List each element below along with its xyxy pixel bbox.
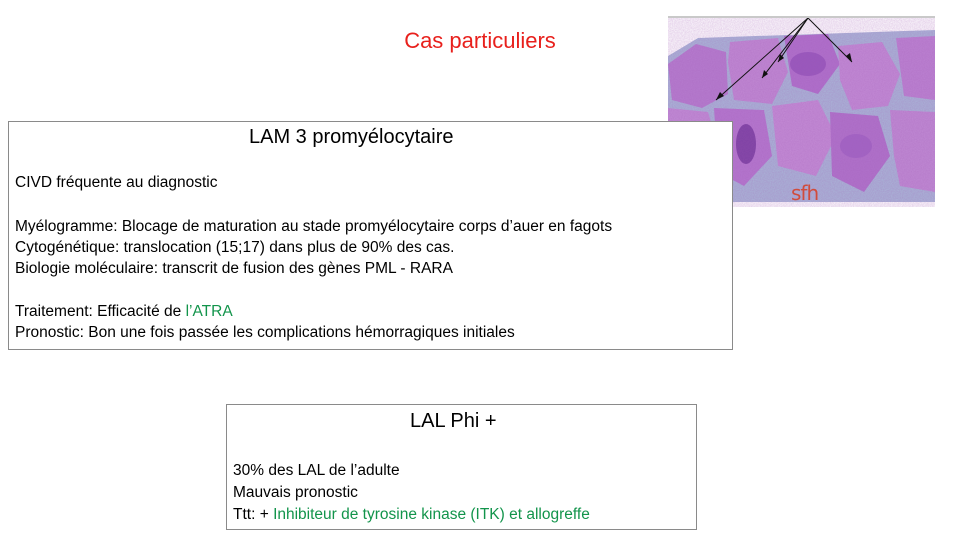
civd-line xyxy=(15,174,218,192)
lal-line-2: Mauvais pronostic xyxy=(233,484,358,501)
watermark-text: sfh xyxy=(791,181,819,205)
biologie-label: Biologie moléculaire xyxy=(15,260,154,277)
traitement-label: Traitement xyxy=(15,303,89,320)
civd-text: fréquente au diagnostic xyxy=(52,174,218,191)
myelogramme-text: : Blocage de maturation au stade promyélocytaire corps d’auer en fagots xyxy=(113,218,613,235)
slide-title: Cas particuliers xyxy=(404,28,556,53)
lam3-box xyxy=(8,121,733,350)
cytogenetique-label: Cytogénétique xyxy=(15,239,115,256)
myelogramme-label: Myélogramme xyxy=(15,218,114,235)
pronostic-line xyxy=(15,324,515,342)
itk-highlight: Inhibiteur de tyrosine kinase (ITK) et allogreffe xyxy=(273,506,590,523)
biologie-line xyxy=(15,260,453,278)
myelogramme-line xyxy=(15,218,612,236)
lal-line-3 xyxy=(233,506,590,524)
traitement-line xyxy=(15,303,233,321)
ttt-prefix: Ttt: + xyxy=(233,506,274,523)
cytogenetique-text: : translocation (15;17) dans plus de 90% des cas. xyxy=(114,239,455,256)
lal-phi-title: LAL Phi + xyxy=(410,410,497,432)
biologie-text: : transcrit de fusion des gènes PML - RARA xyxy=(153,260,453,277)
traitement-text: : Efficacité de xyxy=(88,303,186,320)
atra-highlight: l’ATRA xyxy=(185,303,233,320)
lal-line-1: 30% des LAL de l’adulte xyxy=(233,462,400,479)
cytogenetique-line xyxy=(15,239,454,257)
lam3-title: LAM 3 promyélocytaire xyxy=(249,126,454,148)
civd-label: CIVD xyxy=(15,174,53,191)
lal-phi-box xyxy=(226,404,697,530)
pronostic-label: Pronostic xyxy=(15,324,80,341)
image-border xyxy=(668,16,935,18)
pronostic-text: : Bon une fois passée les complications hémorragiques initiales xyxy=(79,324,515,341)
